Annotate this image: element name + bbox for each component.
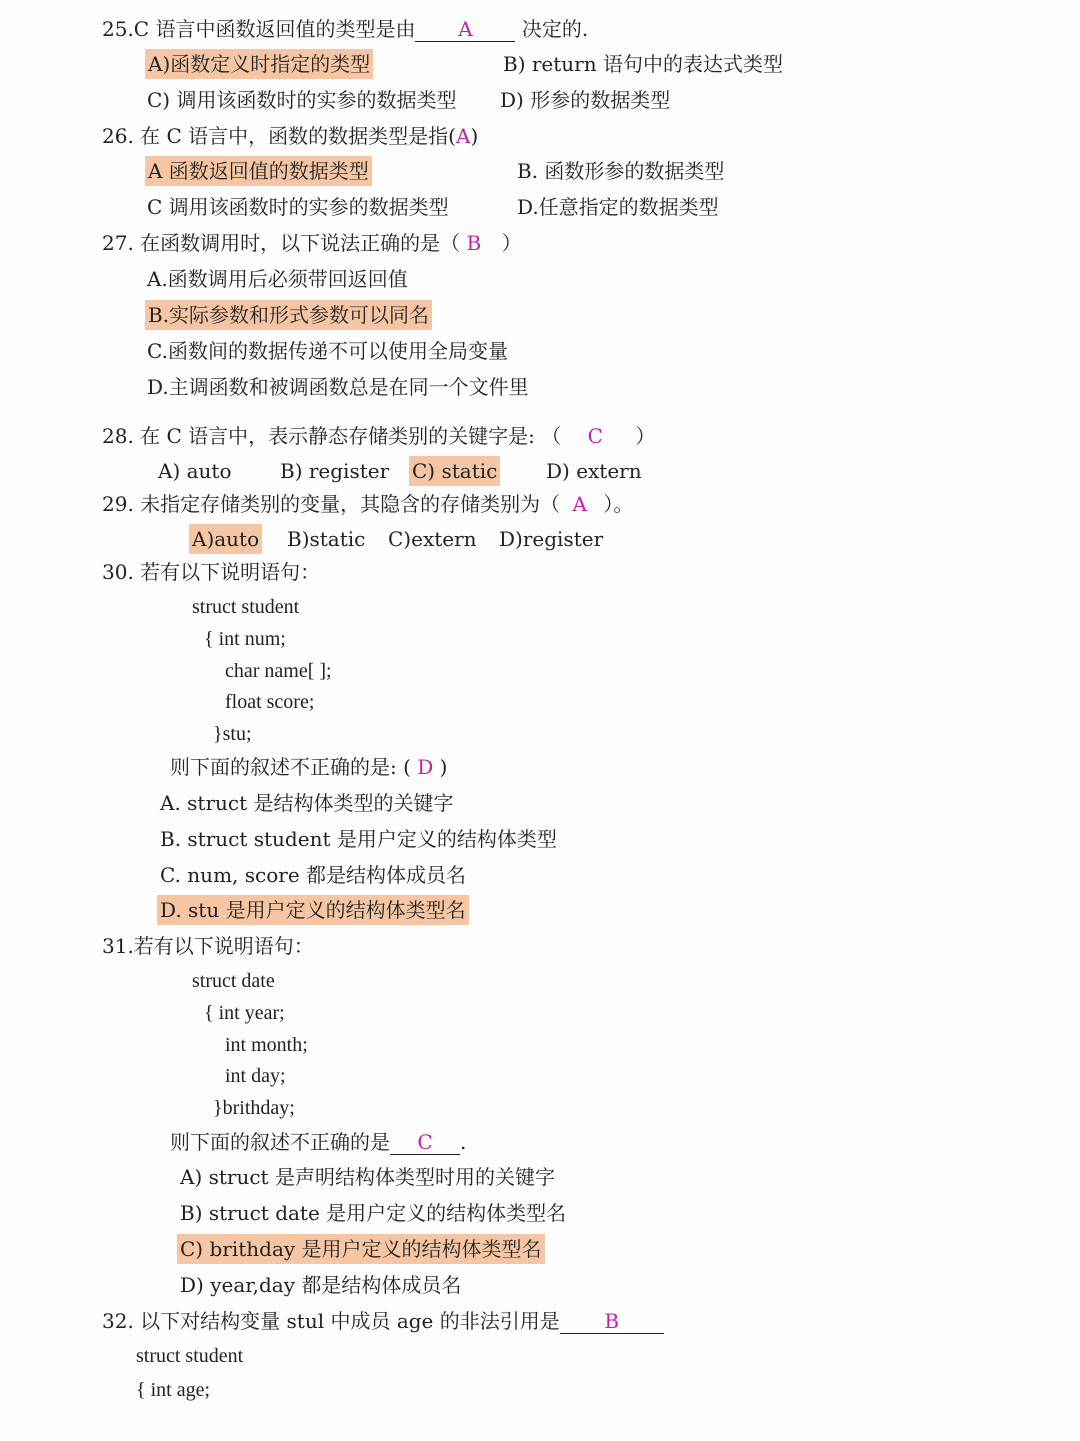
q31-code-line: struct date (192, 970, 275, 992)
q25-answer: A (415, 17, 515, 42)
q31-code-line: }brithday; (213, 1097, 295, 1119)
q25-option-c: C) 调用该函数时的实参的数据类型 (147, 88, 457, 112)
q31-option-c: C) brithday 是用户定义的结构体类型名 (177, 1234, 545, 1264)
q31-code-line: int month; (225, 1034, 308, 1056)
q31-option-b: B) struct date 是用户定义的结构体类型名 (180, 1201, 567, 1225)
q31-option-d: D) year,day 都是结构体成员名 (180, 1273, 462, 1297)
q26-option-a: A 函数返回值的数据类型 (145, 156, 372, 186)
q29-option-b: B)static (287, 527, 366, 551)
q29-stem: 29. 未指定存储类别的变量，其隐含的存储类别为（ A ）。 (102, 492, 634, 516)
q28-option-b: B) register (280, 459, 390, 483)
q30-option-b: B. struct student 是用户定义的结构体类型 (160, 827, 557, 851)
q25-option-a: A)函数定义时指定的类型 (145, 49, 373, 79)
q30-option-c: C. num, score 都是结构体成员名 (160, 863, 467, 887)
q32-answer: B (560, 1309, 664, 1334)
q32-code-line: struct student (136, 1345, 244, 1367)
q30-code-line: float score; (225, 691, 315, 713)
q31-code-line: int day; (225, 1065, 286, 1087)
q30-stem: 30. 若有以下说明语句： (102, 560, 321, 584)
q27-answer: B (466, 231, 482, 255)
q32-stem: 32. 以下对结构变量 stul 中成员 age 的非法引用是 B (102, 1306, 664, 1336)
q28-stem: 28. 在 C 语言中，表示静态存储类别的关键字是: （ C ） (102, 424, 656, 448)
q31-code-line: { int year; (204, 1002, 285, 1024)
q30-code-line: char name[ ]; (225, 660, 332, 682)
q29-option-d: D)register (499, 527, 604, 551)
q30-option-d: D. stu 是用户定义的结构体类型名 (157, 895, 469, 925)
q27-option-a: A.函数调用后必须带回返回值 (147, 267, 408, 291)
q28-option-a: A) auto (158, 459, 232, 483)
q26-option-b: B. 函数形参的数据类型 (517, 159, 725, 183)
q32-code-line: { int age; (136, 1379, 211, 1401)
q26-answer: A (455, 124, 471, 148)
q30-code-line: }stu; (213, 723, 252, 745)
q31-prompt: 则下面的叙述不正确的是 C . (170, 1130, 467, 1154)
q30-answer: D (417, 755, 434, 779)
q28-option-d: D) extern (546, 459, 642, 483)
q25-option-b: B) return 语句中的表达式类型 (503, 52, 783, 76)
q27-option-d: D.主调函数和被调函数总是在同一个文件里 (147, 375, 529, 399)
q29-answer: A (572, 492, 587, 516)
q31-option-a: A) struct 是声明结构体类型时用的关键字 (180, 1165, 555, 1189)
q26-option-d: D.任意指定的数据类型 (517, 195, 719, 219)
q27-option-b: B.实际参数和形式参数可以同名 (145, 300, 432, 330)
q29-option-a: A)auto (189, 524, 262, 554)
q26-option-c: C 调用该函数时的实参的数据类型 (147, 195, 449, 219)
q28-option-c: C) static (409, 456, 500, 486)
q25-stem: 25.C 语言中函数返回值的类型是由 A 决定的. (102, 17, 589, 41)
q30-code-line: { int num; (204, 628, 286, 650)
q31-stem: 31.若有以下说明语句： (102, 934, 314, 958)
q29-option-c: C)extern (388, 527, 477, 551)
q30-code-line: struct student (192, 596, 300, 618)
q30-prompt: 则下面的叙述不正确的是: ( D ) (170, 755, 448, 779)
q27-option-c: C.函数间的数据传递不可以使用全局变量 (147, 339, 508, 363)
q25-option-d: D) 形参的数据类型 (500, 88, 671, 112)
q31-answer: C (390, 1130, 460, 1155)
q28-answer: C (587, 424, 603, 448)
q27-stem: 27. 在函数调用时，以下说法正确的是（ B ） (102, 231, 522, 255)
q30-option-a: A. struct 是结构体类型的关键字 (160, 791, 454, 815)
q26-stem: 26. 在 C 语言中，函数的数据类型是指(A) (102, 124, 479, 148)
